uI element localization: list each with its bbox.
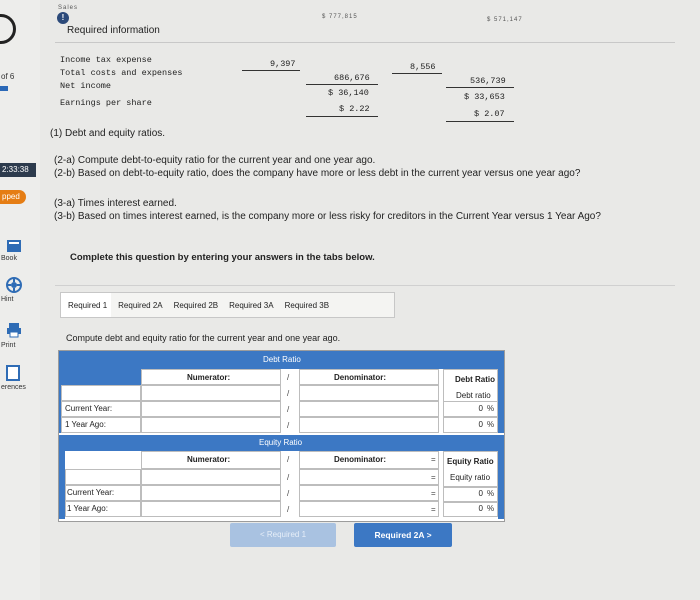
divide-symbol: / <box>287 473 290 482</box>
debt-denominator-input[interactable] <box>299 417 439 433</box>
next-required-button[interactable]: Required 2A > <box>354 523 452 547</box>
debt-numerator-input[interactable] <box>141 401 281 417</box>
equity-value-current: 0 <box>478 489 483 498</box>
equity-denominator-input[interactable] <box>299 501 439 517</box>
cropped-header-left: Sales <box>58 5 79 11</box>
progress-marker <box>0 86 8 91</box>
underline <box>306 116 378 117</box>
equity-numerator-input[interactable] <box>141 469 281 485</box>
statement-value: $ 2.22 <box>339 104 370 114</box>
sub-question: Compute debt and equity ratio for the current year and one year ago. <box>66 333 341 343</box>
question-3b: (3-b) Based on times interest earned, is the company more or less risky for creditors in the Current Year versus 1 Year Ago? <box>54 211 601 222</box>
divide-symbol: / <box>287 489 290 498</box>
header-divider <box>55 42 675 43</box>
debt-numerator-input[interactable] <box>141 385 281 401</box>
equals-symbol: = <box>431 473 436 482</box>
divide-symbol: / <box>287 389 290 398</box>
equity-blank-row-label <box>65 469 141 485</box>
question-3a: (3-a) Times interest earned. <box>54 198 177 209</box>
timer-badge: 2:33:38 <box>0 163 36 177</box>
question-2b: (2-b) Based on debt-to-equity ratio, does the company have more or less debt in the current year versus one year ago? <box>54 168 581 179</box>
underline <box>392 73 442 74</box>
divide-symbol: / <box>287 505 290 514</box>
equals-symbol: = <box>431 455 436 464</box>
ebook-icon[interactable] <box>6 238 22 256</box>
debt-result-header-label: Debt Ratio <box>455 375 495 384</box>
divide-symbol: / <box>287 421 290 430</box>
row-label-1-year-ago: 1 Year Ago: <box>67 504 108 513</box>
percent-unit: % <box>487 489 495 498</box>
question-2a: (2-a) Compute debt-to-equity ratio for the current year and one year ago. <box>54 155 376 166</box>
statement-value: $ 2.07 <box>474 109 505 119</box>
left-sidebar <box>0 0 40 600</box>
equity-numerator-input[interactable] <box>141 485 281 501</box>
skipped-badge[interactable]: pped <box>0 190 26 204</box>
statement-value: 9,397 <box>270 59 296 69</box>
equity-result-sub: Equity ratio <box>450 473 491 482</box>
equity-ratio-title: Equity Ratio <box>259 438 303 447</box>
tab-required-2a[interactable]: Required 2A <box>118 301 163 310</box>
row-label-1-year-ago: 1 Year Ago: <box>65 420 106 429</box>
cropped-header-mid: $ 777,815 <box>322 14 358 20</box>
debt-value-current: 0 <box>478 404 483 413</box>
debt-denominator-label: Denominator: <box>334 373 386 382</box>
debt-denominator-input[interactable] <box>299 401 439 417</box>
tab-required-2b[interactable]: Required 2B <box>173 301 219 310</box>
divide-symbol: / <box>287 405 290 414</box>
statement-label: Total costs and expenses <box>60 68 183 78</box>
statement-value: $ 33,653 <box>464 92 505 102</box>
required-information-title: Required information <box>67 25 160 36</box>
equity-value-prior: 0 <box>478 504 483 513</box>
debt-value-prior: 0 <box>478 420 483 429</box>
previous-required-button[interactable]: < Required 1 <box>230 523 336 547</box>
underline <box>446 121 514 122</box>
equity-result-header-label: Equity Ratio <box>447 457 494 466</box>
statement-value: $ 36,140 <box>328 88 369 98</box>
cropped-header-right: $ 571,147 <box>487 17 523 23</box>
hint-icon[interactable] <box>6 277 22 296</box>
equals-symbol: = <box>431 389 436 398</box>
equals-symbol: = <box>431 405 436 414</box>
question-1: (1) Debt and equity ratios. <box>50 128 166 139</box>
references-icon[interactable] <box>6 365 20 384</box>
debt-denominator-input[interactable] <box>299 385 439 401</box>
tab-required-1[interactable]: Required 1 <box>61 293 111 317</box>
debt-right-band <box>498 369 504 433</box>
percent-unit: % <box>487 504 495 513</box>
debt-result-sub: Debt ratio <box>456 391 491 400</box>
instruction-text: Complete this question by entering your answers in the tabs below. <box>70 252 375 263</box>
ebook-label[interactable]: Book <box>1 255 17 262</box>
equals-symbol: = <box>431 421 436 430</box>
debt-numerator-label: Numerator: <box>187 373 231 382</box>
percent-unit: % <box>487 404 495 413</box>
statement-value: 536,739 <box>470 76 506 86</box>
divide-symbol: / <box>287 373 290 382</box>
statement-value: 686,676 <box>334 73 370 83</box>
debt-numerator-input[interactable] <box>141 417 281 433</box>
debt-ratio-title: Debt Ratio <box>263 355 301 364</box>
percent-unit: % <box>487 420 495 429</box>
debt-blank-row-label <box>61 385 141 401</box>
ratio-answer-table <box>58 350 505 522</box>
print-label[interactable]: Print <box>1 342 16 349</box>
statement-label: Net income <box>60 81 112 91</box>
tab-required-3b[interactable]: Required 3B <box>284 301 330 310</box>
equals-symbol: = <box>431 505 436 514</box>
row-label-current-year: Current Year: <box>65 404 113 413</box>
equity-denominator-input[interactable] <box>299 469 439 485</box>
statement-value: 8,556 <box>410 62 436 72</box>
requirement-tabs <box>60 292 395 318</box>
print-icon[interactable] <box>6 322 22 341</box>
equity-right-band <box>498 451 504 519</box>
equals-symbol: = <box>431 373 436 382</box>
equity-numerator-label: Numerator: <box>187 455 231 464</box>
equity-denominator-label: Denominator: <box>334 455 386 464</box>
tab-required-3a[interactable]: Required 3A <box>229 301 274 310</box>
page-counter: of 6 <box>1 72 15 81</box>
underline <box>242 70 300 71</box>
divide-symbol: / <box>287 455 290 464</box>
statement-label: Earnings per share <box>60 98 152 108</box>
section-divider <box>55 285 675 286</box>
info-icon: ! <box>57 12 69 24</box>
underline <box>306 84 378 85</box>
equity-denominator-input[interactable] <box>299 485 439 501</box>
equals-symbol: = <box>431 489 436 498</box>
hint-label[interactable]: Hint <box>1 296 14 303</box>
back-arrow-icon[interactable] <box>0 14 16 44</box>
statement-label: Income tax expense <box>60 55 152 65</box>
equity-numerator-input[interactable] <box>141 501 281 517</box>
row-label-current-year: Current Year: <box>67 488 115 497</box>
references-label[interactable]: erences <box>1 384 26 391</box>
underline <box>446 87 514 88</box>
